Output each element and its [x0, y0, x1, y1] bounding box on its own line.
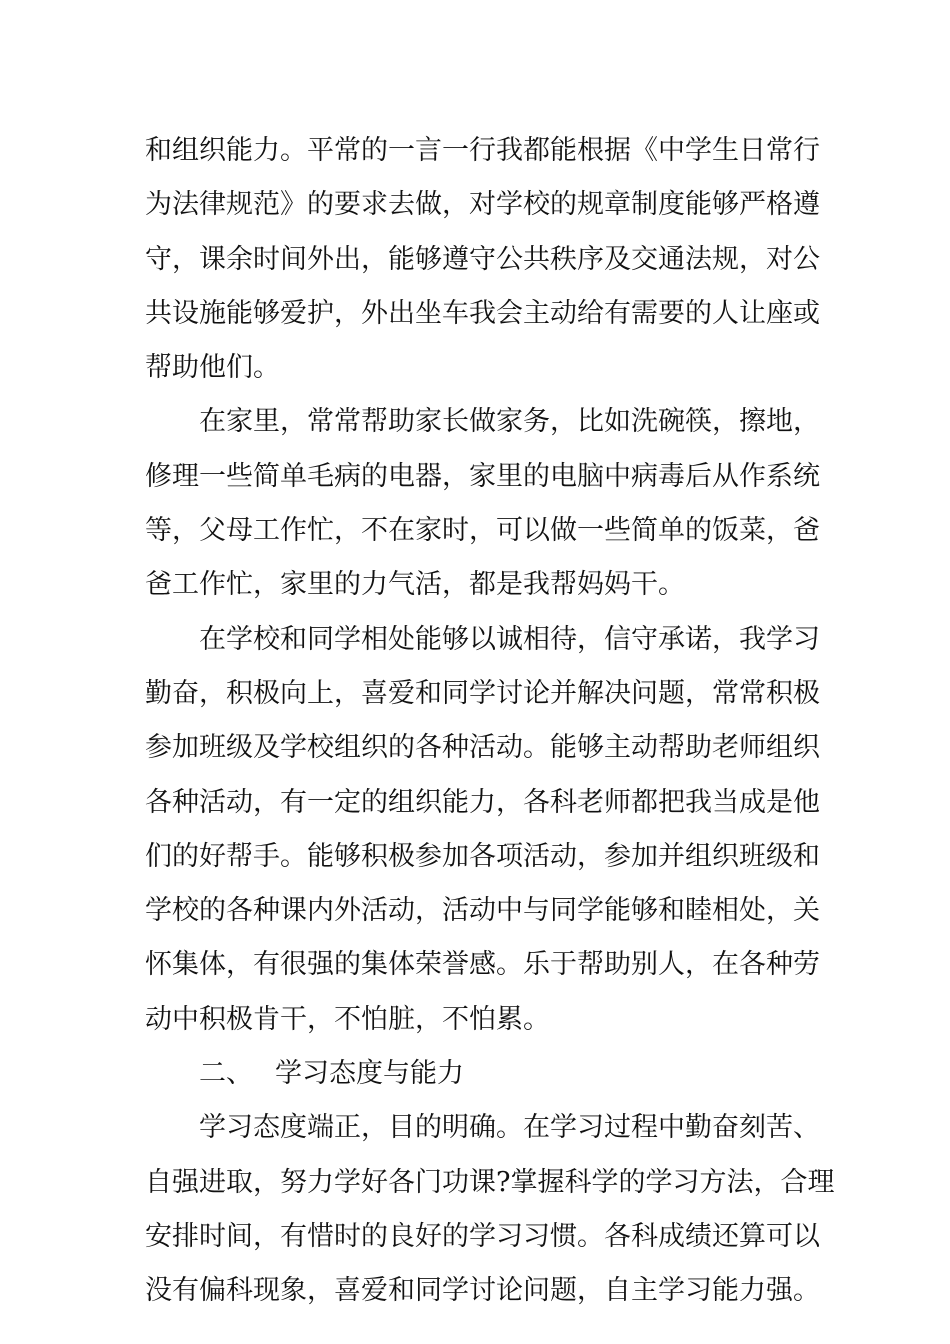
paragraph-school: [145, 613, 820, 1047]
section-number: 二、: [199, 1058, 253, 1090]
text-line: 等，父母工作忙，不在家时，可以做一些简单的饭菜，爸: [145, 515, 820, 547]
text-line: 安排时间，有惜时的良好的学习习惯。各科成绩还算可以: [145, 1220, 820, 1252]
text-line: 们的好帮手。能够积极参加各项活动，参加并组织班级和: [145, 840, 820, 872]
text-line: 学校的各种课内外活动，活动中与同学能够和睦相处，关: [145, 895, 820, 927]
text-line: 守，课余时间外出，能够遵守公共秩序及交通法规，对公: [145, 243, 820, 275]
paragraph-home: [145, 395, 820, 612]
body-text: [145, 124, 835, 1319]
section-title: 学习态度与能力: [275, 1058, 464, 1090]
text-line: 帮助他们。: [145, 352, 280, 384]
text-line: 在学校和同学相处能够以诚相待，信守承诺，我学习: [199, 623, 820, 655]
text-line: 参加班级及学校组织的各种活动。能够主动帮助老师组织: [145, 732, 820, 764]
text-line: 怀集体，有很强的集体荣誉感。乐于帮助别人，在各种劳: [145, 949, 820, 981]
text-line: 为法律规范》的要求去做，对学校的规章制度能够严格遵: [145, 189, 820, 221]
text-line: 勤奋，积极向上，喜爱和同学讨论并解决问题，常常积极: [145, 677, 820, 709]
text-line: 和组织能力。平常的一言一行我都能根据《中学生日常行: [145, 135, 820, 166]
text-line: 共设施能够爱护，外出坐车我会主动给有需要的人让座或: [145, 297, 820, 329]
text-line: 各种活动，有一定的组织能力，各科老师都把我当成是他: [145, 786, 820, 818]
text-line: 学习态度端正，目的明确。在学习过程中勤奋刻苦、: [199, 1112, 820, 1144]
paragraph-study: [145, 1101, 835, 1318]
section-heading: [145, 1047, 815, 1101]
paragraph-conduct: [145, 124, 820, 395]
text-line: 动中积极肯干，不怕脏，不怕累。: [145, 1003, 550, 1035]
text-line: 自强进取，努力学好各门功课?掌握科学的学习方法，合理: [145, 1166, 835, 1198]
text-line: 在家里，常常帮助家长做家务，比如洗碗筷，擦地，: [199, 406, 820, 438]
text-line: 爸工作忙，家里的力气活，都是我帮妈妈干。: [145, 569, 685, 601]
text-line: 没有偏科现象，喜爱和同学讨论问题，自主学习能力强。: [145, 1275, 820, 1307]
text-line: 修理一些简单毛病的电器，家里的电脑中病毒后从作系统: [145, 460, 820, 492]
